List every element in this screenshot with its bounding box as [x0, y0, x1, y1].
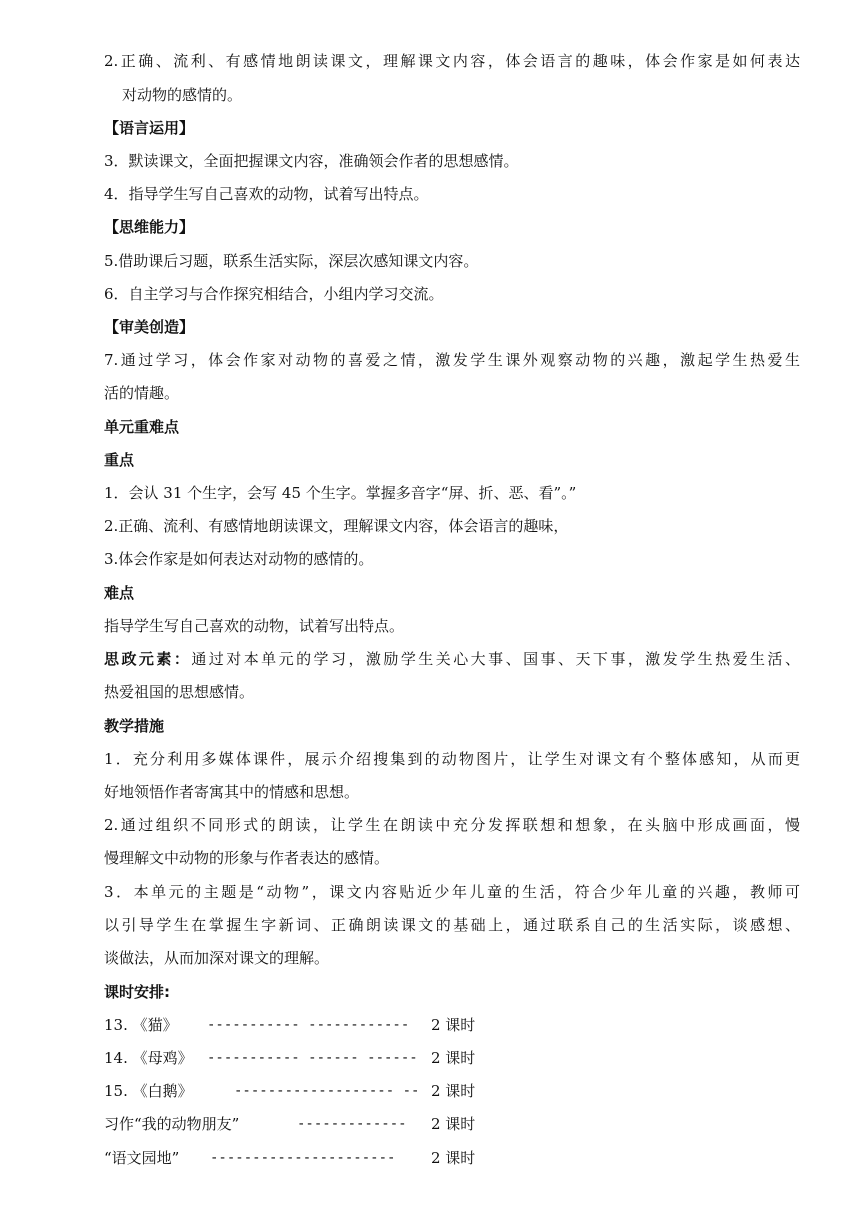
heading-thinking: 【思维能力】	[104, 218, 195, 236]
ideology-element	[104, 648, 800, 670]
difficult-point-1: 指导学生写自己喜欢的动物，试着写出特点。	[104, 617, 405, 635]
key-point-1: 1．会认 31 个生字，会写 45 个生字。掌握多音字“屏、折、恶、看”。”	[104, 484, 577, 502]
measure-1: 1．充分利用多媒体课件，展示介绍搜集到的动物图片，让学生对课文有个整体感知，从而更	[104, 750, 800, 768]
heading-difficult: 难点	[104, 584, 135, 602]
schedule-lesson: 14. 《母鸡》	[104, 1049, 193, 1067]
ideology-text-cont: 热爱祖国的思想感情。	[104, 683, 255, 701]
measure-1-cont: 好地领悟作者寄寓其中的情感和思想。	[104, 783, 360, 801]
schedule-lesson: 15. 《白鹅》	[104, 1082, 193, 1100]
schedule-leader: ------------------- --	[234, 1083, 420, 1099]
schedule-row	[104, 1113, 524, 1135]
schedule-row	[104, 1014, 524, 1036]
schedule-hours: 2 课时	[431, 1082, 476, 1100]
heading-teaching-measures: 教学措施	[104, 717, 165, 735]
objective-4: 4．指导学生写自己喜欢的动物，试着写出特点。	[104, 185, 429, 203]
schedule-leader: ----------------------	[210, 1150, 396, 1166]
schedule-lesson: “语文园地”	[104, 1149, 180, 1167]
objective-7-cont: 活的情趣。	[104, 384, 180, 402]
schedule-hours: 2 课时	[431, 1115, 476, 1133]
key-point-3: 3.体会作家是如何表达对动物的感情的。	[104, 550, 374, 568]
schedule-row	[104, 1080, 524, 1102]
objective-7: 7.通过学习，体会作家对动物的喜爱之情，激发学生课外观察动物的兴趣，激起学生热爱生	[104, 351, 800, 369]
objective-2: 2.正确、流利、有感情地朗读课文，理解课文内容，体会语言的趣味，体会作家是如何表达	[104, 52, 800, 70]
heading-schedule: 课时安排:	[104, 983, 170, 1001]
schedule-lesson: 13. 《猫》	[104, 1016, 178, 1034]
objective-6: 6．自主学习与合作探究相结合，小组内学习交流。	[104, 285, 444, 303]
schedule-hours: 2 课时	[431, 1016, 476, 1034]
schedule-lesson: 习作“我的动物朋友”	[104, 1115, 240, 1133]
objective-5: 5.借助课后习题，联系生活实际，深层次感知课文内容。	[104, 252, 479, 270]
schedule-hours: 2 课时	[431, 1049, 476, 1067]
measure-2-cont: 慢理解文中动物的形象与作者表达的感情。	[104, 849, 390, 867]
objective-2-cont: 对动物的感情的。	[122, 86, 243, 104]
ideology-text: 通过对本单元的学习，激励学生关心大事、国事、天下事，激发学生热爱生活、	[191, 650, 800, 668]
measure-3: 3．本单元的主题是“动物”，课文内容贴近少年儿童的生活，符合少年儿童的兴趣，教师可	[104, 883, 800, 901]
schedule-leader: ----------- ------------	[207, 1017, 410, 1033]
objective-3: 3．默读课文，全面把握课文内容，准确领会作者的思想感情。	[104, 152, 519, 170]
measure-3-cont-2: 谈做法，从而加深对课文的理解。	[104, 949, 330, 967]
key-point-2: 2.正确、流利、有感情地朗读课文，理解课文内容，体会语言的趣味，	[104, 517, 569, 535]
schedule-leader: ----------- ------ ------	[207, 1050, 418, 1066]
measure-3-cont: 以引导学生在掌握生字新词、正确朗读课文的基础上，通过联系自己的生活实际，谈感想、	[104, 916, 800, 934]
heading-aesthetic: 【审美创造】	[104, 318, 195, 336]
schedule-leader: -------------	[297, 1116, 407, 1132]
ideology-label: 思政元素：	[104, 650, 192, 668]
schedule-row	[104, 1047, 524, 1069]
schedule-hours: 2 课时	[431, 1149, 476, 1167]
heading-key-points: 重点	[104, 451, 135, 469]
heading-language-use: 【语言运用】	[104, 119, 195, 137]
heading-key-difficult: 单元重难点	[104, 418, 180, 436]
schedule-row	[104, 1147, 524, 1169]
measure-2: 2.通过组织不同形式的朗读，让学生在朗读中充分发挥联想和想象，在头脑中形成画面，慢	[104, 816, 800, 834]
